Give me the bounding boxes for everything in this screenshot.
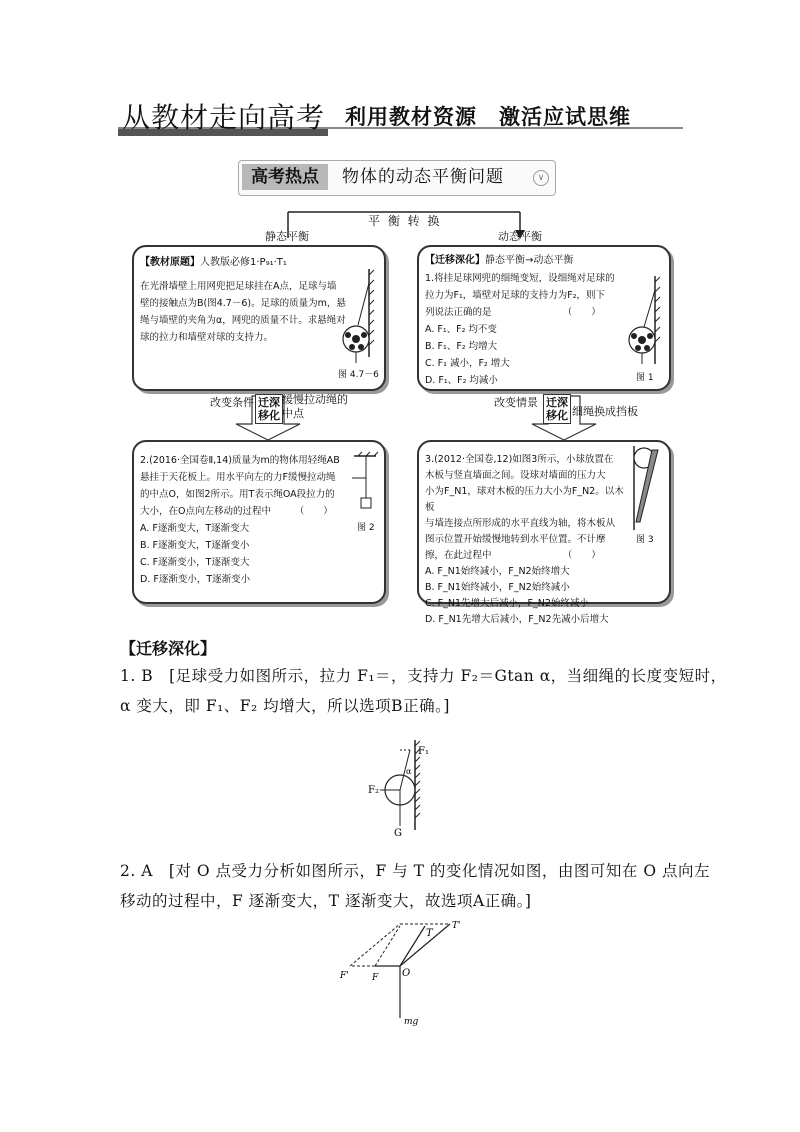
force-diagram-2: [330, 918, 470, 1028]
label-G: G: [394, 828, 402, 838]
panel-tl-line: 在光滑墙壁上用网兜把足球挂在A点，足球与墙: [140, 281, 337, 292]
panel-br-line: 小为F_N1，球对木板的压力大小为F_N2。以木板: [425, 486, 624, 513]
answer-1-line-1: 1. B [足球受力如图所示，拉力 F₁＝，支持力 F₂＝Gtan α，当细绳的长度变短时，: [120, 667, 727, 685]
panel-tr-line: 拉力为F₁，墙壁对足球的支持力为F₂，则下: [425, 290, 606, 301]
right-change-detail: 细绳换成挡板: [572, 405, 638, 418]
panel-bl-option: B. F逐渐变大，T逐渐变小: [140, 540, 250, 551]
panel-tr-line: 1.将挂足球网兜的细绳变短，设细绳对足球的: [425, 273, 615, 284]
answer-2-line-1: 2. A [对 O 点受力分析如图所示，F 与 T 的变化情况如图，由图可知在 O 点向左: [120, 862, 710, 880]
panel-bl-figure-caption: 图 2: [357, 523, 375, 533]
panel-br-option: D. F_N1先增大后减小，F_N2先减小后增大: [425, 614, 609, 625]
flow-left-label: 静态平衡: [265, 230, 309, 243]
panel-bl-line: 的中点O，如图2所示。用T表示绳OA段拉力的: [140, 489, 335, 500]
panel-tr-option: A. F₁、F₂ 均不变: [425, 324, 497, 335]
panel-br-line: 3.(2012·全国卷,12)如图3所示，小球放置在: [425, 454, 614, 465]
label-F-prime: F': [340, 971, 349, 981]
panel-tr-line: 列说法正确的是 （ ）: [425, 307, 601, 318]
left-change-detail: 缓慢拉动绳的中点: [282, 393, 348, 420]
force-diagram-1: [360, 738, 440, 838]
label-T: T: [426, 928, 433, 939]
panel-tr-subtitle: 静态平衡→动态平衡: [485, 255, 574, 266]
label-mg: mg: [404, 1017, 419, 1027]
panel-bl-option: C. F逐渐变小，T逐渐变大: [140, 557, 250, 568]
panel-br-line: 木板与竖直墙面之间。设球对墙面的压力大: [425, 470, 606, 481]
panel-tr-option: B. F₁、F₂ 均增大: [425, 341, 498, 352]
panel-tl-figure-caption: 图 4.7－6: [338, 370, 379, 380]
ball-board-figure: [628, 442, 666, 532]
panel-tl-line: 绳与墙壁的夹角为α，网兜的质量不计。求悬绳对: [140, 315, 346, 326]
panel-br-line: 图示位置开始缓慢地转到水平位置。不计摩: [425, 534, 606, 545]
panel-br-line: 与墙连接点所形成的水平直线为轴，将木板从: [425, 518, 616, 529]
football-wall-figure-1: [622, 272, 664, 372]
panel-tr-text: [425, 270, 640, 389]
rope-mass-figure: [346, 450, 380, 520]
panel-bl-line: 悬挂于天花板上。用水平向左的力F缓慢拉动绳: [140, 472, 336, 483]
panel-tl-line: 壁的接触点为B(图4.7－6)。足球的质量为m，悬: [140, 298, 346, 309]
panel-tl-tag: 【教材原题】: [140, 257, 200, 268]
panel-tr-header: [425, 252, 573, 269]
label-T-prime: T': [452, 921, 461, 931]
left-change-label: 改变条件: [210, 396, 254, 409]
label-F2: F₂: [368, 785, 379, 796]
label-F: F: [372, 973, 379, 983]
section-title: 从教材走向高考: [122, 101, 326, 134]
panel-tr-figure-caption: 图 1: [636, 373, 654, 383]
panel-tr-option: D. F₁、F₂ 均减小: [425, 375, 498, 386]
section-subtitle: 利用教材资源 激活应试思维: [345, 104, 631, 129]
answer-1-line-2: α 变大，即 F₁、F₂ 均增大，所以选项B正确。]: [120, 697, 450, 715]
panel-bl-option: D. F逐渐变小，T逐渐变小: [140, 574, 251, 585]
topic-title: 物体的动态平衡问题: [342, 167, 504, 187]
right-change-label: 改变情景: [494, 396, 538, 409]
panel-tl-header: [140, 254, 287, 271]
panel-br-line: 擦，在此过程中 （ ）: [425, 550, 601, 561]
topic-tag: 高考热点: [242, 164, 328, 190]
answers-heading: 【迁移深化】: [120, 639, 217, 658]
panel-tl-text: [140, 278, 350, 346]
panel-bl-option: A. F逐渐变大，T逐渐变大: [140, 523, 250, 534]
panel-tr-option: C. F₁ 减小，F₂ 增大: [425, 358, 510, 369]
chevron-down-icon[interactable]: ∨: [533, 170, 549, 186]
panel-br-figure-caption: 图 3: [636, 535, 654, 545]
answer-2-line-2: 移动的过程中，F 逐渐变大，T 逐渐变大，故选项A正确。]: [120, 892, 532, 910]
panel-br-option: C. F_N1先增大后减小，F_N2始终减小: [425, 598, 589, 609]
flow-right-label: 动态平衡: [498, 230, 542, 243]
panel-bl-text: [140, 452, 345, 588]
panel-tr-tag: 【迁移深化】: [425, 255, 485, 266]
label-F1: F₁: [418, 746, 429, 757]
transfer-tag-right: 迁深移化: [543, 394, 571, 424]
panel-br-text: [425, 452, 630, 628]
panel-bl-line: 2.(2016·全国卷Ⅱ,14)质量为m的物体用轻绳AB: [140, 455, 340, 466]
panel-br-option: A. F_N1始终减小，F_N2始终增大: [425, 566, 570, 577]
panel-br-option: B. F_N1始终减小，F_N2始终减小: [425, 582, 570, 593]
transfer-tag-left: 迁深移化: [255, 394, 283, 424]
panel-tl-line: 球的拉力和墙壁对球的支持力。: [140, 332, 274, 343]
football-wall-figure: [336, 265, 378, 365]
panel-bl-line: 大小，在O点向左移动的过程中 （ ）: [140, 506, 333, 517]
label-alpha: α: [406, 767, 412, 776]
flow-transform-label: 平 衡 转 换: [368, 214, 442, 228]
label-O: O: [402, 968, 411, 979]
panel-tl-source: 人教版必修1·P₉₁·T₁: [200, 257, 287, 268]
